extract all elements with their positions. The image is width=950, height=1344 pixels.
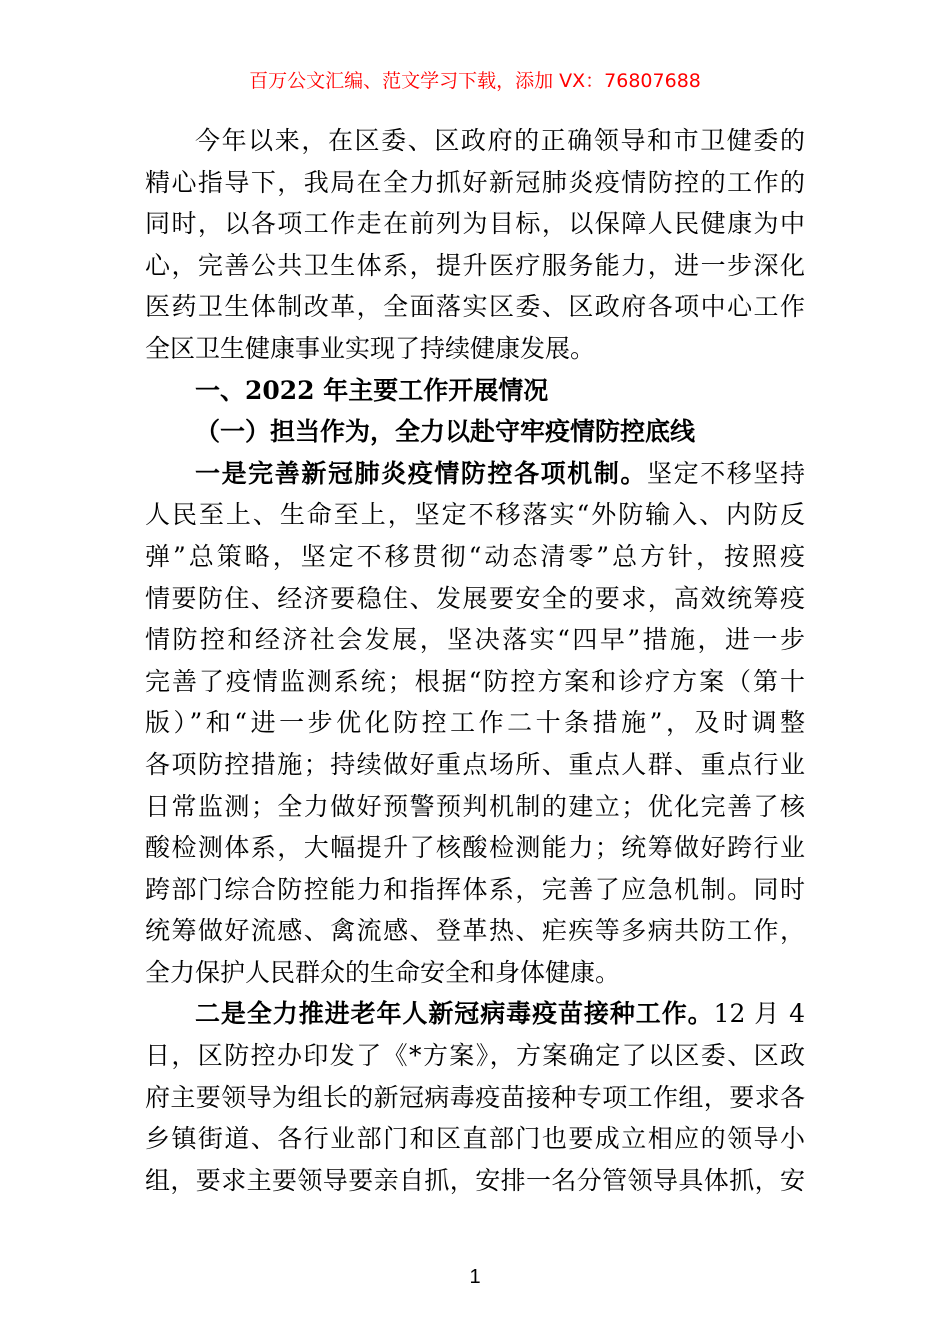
intro-line: 精心指导下，我局在全力抓好新冠肺炎疫情防控的工作的 [145,167,805,197]
paragraph-line: 人民至上、生命至上，坚定不移落实“外防输入、内防反 [145,500,805,530]
paragraph-lead: 二是全力推进老年人新冠病毒疫苗接种工作。 [195,999,714,1029]
paragraph-text: 12 月 4 [713,999,805,1029]
paragraph-line: 各项防控措施；持续做好重点场所、重点人群、重点行业 [145,749,805,779]
watermark-header: 百万公文汇编、范文学习下载，添加 VX：76807688 [249,70,701,92]
paragraph-line: 弹”总策略，坚定不移贯彻“动态清零”总方针，按照疫 [145,541,805,571]
paragraph-text: 坚定不移坚持 [647,458,805,488]
paragraph-line: 完善了疫情监测系统；根据“防控方案和诊疗方案（第十 [145,666,805,696]
paragraph-line: 跨部门综合防控能力和指挥体系，完善了应急机制。同时 [145,874,805,904]
document-body [145,120,805,1201]
section-heading: 一、2022 年主要工作开展情况 [195,375,549,405]
intro-line: 心，完善公共卫生体系，提升医疗服务能力，进一步深化 [145,250,805,280]
intro-line: 今年以来，在区委、区政府的正确领导和市卫健委的 [195,126,805,155]
paragraph-line: 酸检测体系，大幅提升了核酸检测能力；统筹做好跨行业 [145,833,805,863]
paragraph-line: 版）”和“进一步优化防控工作二十条措施”，及时调整 [145,708,805,738]
page-number: 1 [469,1266,481,1288]
paragraph-first-line [145,993,805,1035]
paragraph-line: 组，要求主要领导要亲自抓，安排一名分管领导具体抓，安 [145,1165,805,1195]
paragraph-line: 乡镇街道、各行业部门和区直部门也要成立相应的领导小 [145,1124,805,1154]
intro-line: 同时，以各项工作走在前列为目标，以保障人民健康为中 [145,209,805,239]
paragraph-line: 日常监测；全力做好预警预判机制的建立；优化完善了核 [145,791,805,821]
paragraph-line: 府主要领导为组长的新冠病毒疫苗接种专项工作组，要求各 [145,1082,805,1112]
intro-line: 医药卫生体制改革，全面落实区委、区政府各项中心工作 [145,292,805,322]
paragraph-first-line [145,453,805,495]
intro-line: 全区卫生健康事业实现了持续健康发展。 [145,333,596,363]
subsection-heading: （一）担当作为，全力以赴守牢疫情防控底线 [195,417,696,447]
paragraph-lead: 一是完善新冠肺炎疫情防控各项机制。 [195,458,648,488]
paragraph-line: 情要防住、经济要稳住、发展要安全的要求，高效统筹疫 [145,583,805,613]
paragraph-line: 日，区防控办印发了《*方案》，方案确定了以区委、区政 [145,1041,805,1071]
paragraph-line: 统筹做好流感、禽流感、登革热、疟疾等多病共防工作， [145,916,805,946]
paragraph-line: 全力保护人民群众的生命安全和身体健康。 [145,957,621,987]
paragraph-line: 情防控和经济社会发展，坚决落实“四早”措施，进一步 [145,625,805,655]
